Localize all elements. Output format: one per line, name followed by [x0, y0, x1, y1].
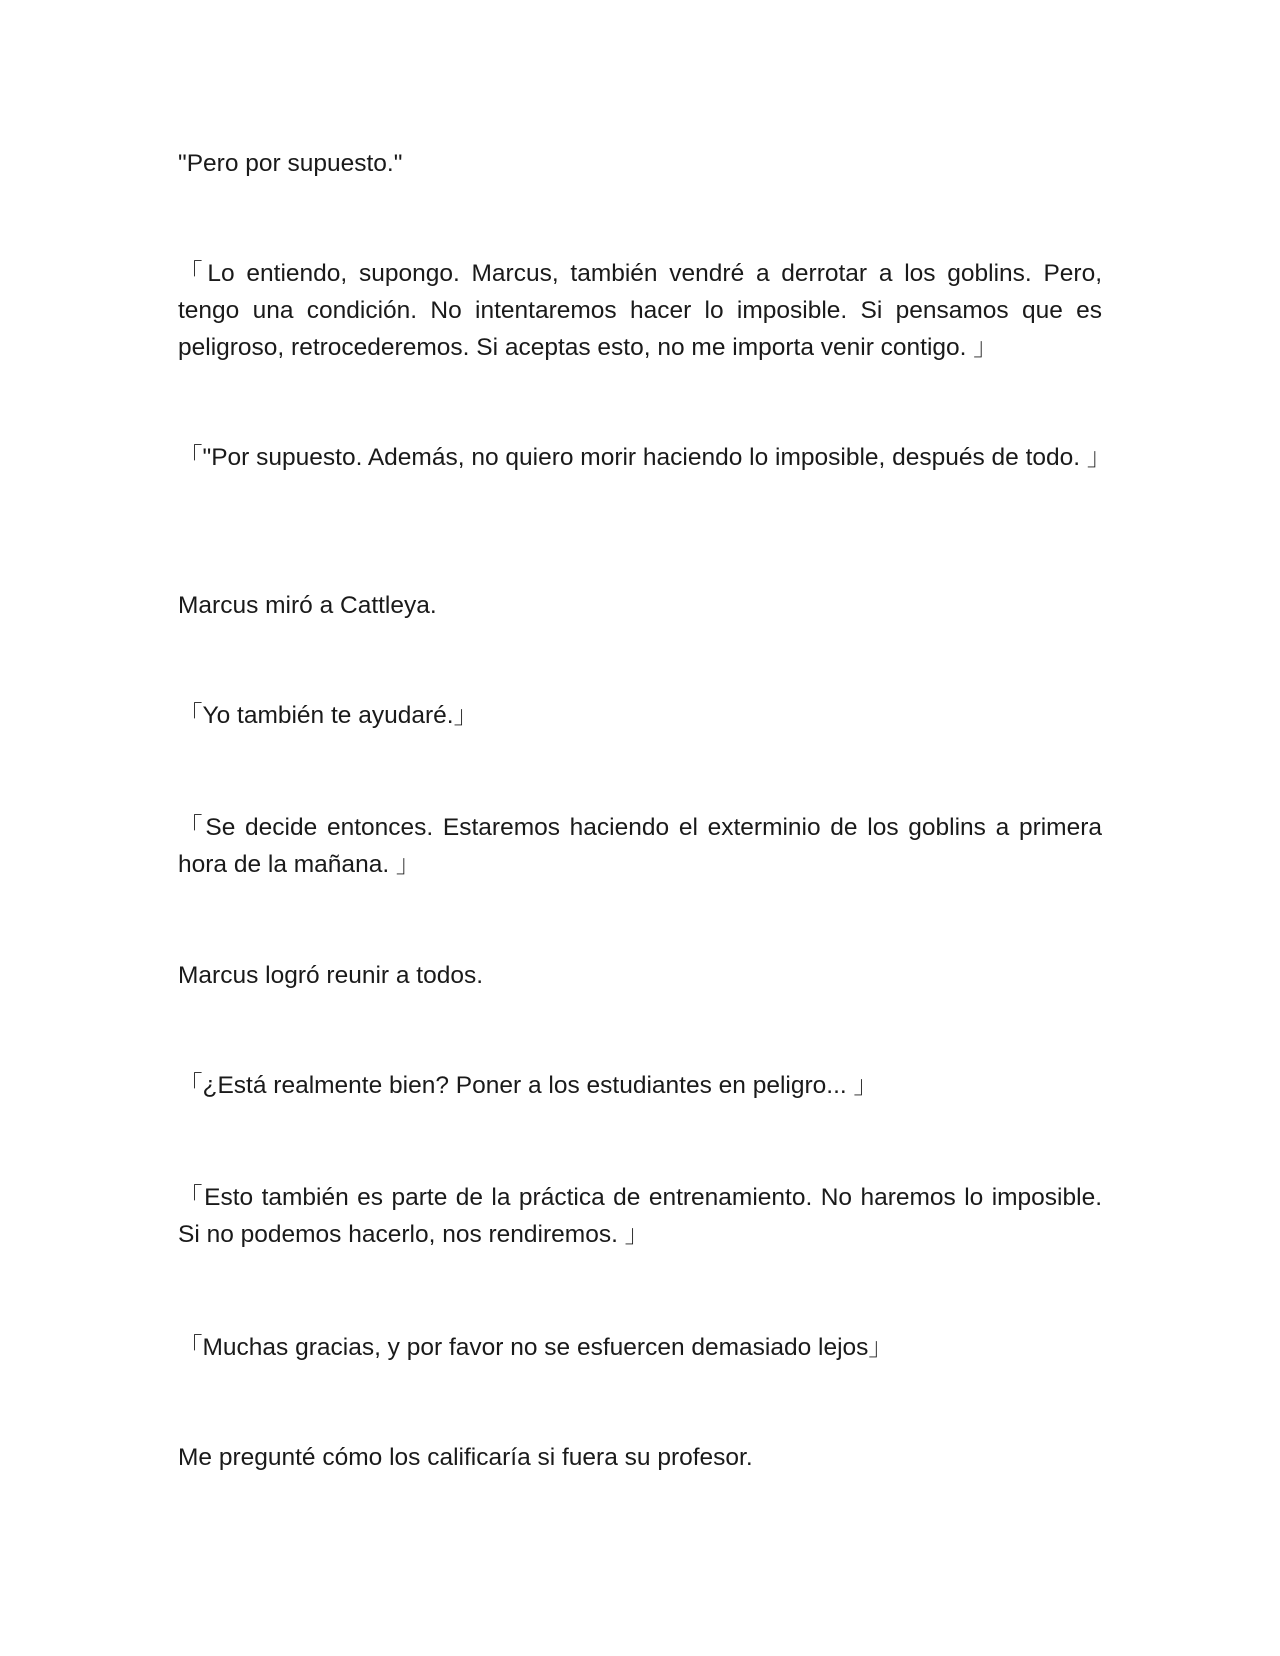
paragraph-dialogue: 「Esto también es parte de la práctica de entrenamiento. No haremos lo imposible. Si no podemos hacerlo, nos rendiremos. 」 [178, 1184, 1102, 1248]
paragraph-dialogue: 「Lo entiendo, supongo. Marcus, también vendré a derrotar a los goblins. Pero, tengo una condición. No intentaremos hacer lo imposible. Si pensamos que es peligroso, retrocederemos. Si aceptas esto, no me importa venir contigo. 」 [178, 260, 1102, 361]
paragraph-dialogue: 「¿Está realmente bien? Poner a los estudiantes en peligro... 」 [178, 1072, 878, 1099]
paragraph-dialogue: "Pero por supuesto." [178, 150, 403, 177]
paragraph-dialogue: 「"Por supuesto. Además, no quiero morir haciendo lo imposible, después de todo. 」 [178, 444, 1112, 471]
paragraph-dialogue: 「Muchas gracias, y por favor no se esfuercen demasiado lejos」 [178, 1334, 893, 1361]
paragraph-narration: Me pregunté cómo los calificaría si fuera su profesor. [178, 1444, 753, 1471]
paragraph-narration: Marcus logró reunir a todos. [178, 962, 484, 989]
paragraph-dialogue: 「Yo también te ayudaré.」 [178, 702, 479, 729]
paragraph-narration: Marcus miró a Cattleya. [178, 592, 437, 619]
paragraph-dialogue: 「Se decide entonces. Estaremos haciendo el exterminio de los goblins a primera hora de la mañana. 」 [178, 814, 1102, 878]
